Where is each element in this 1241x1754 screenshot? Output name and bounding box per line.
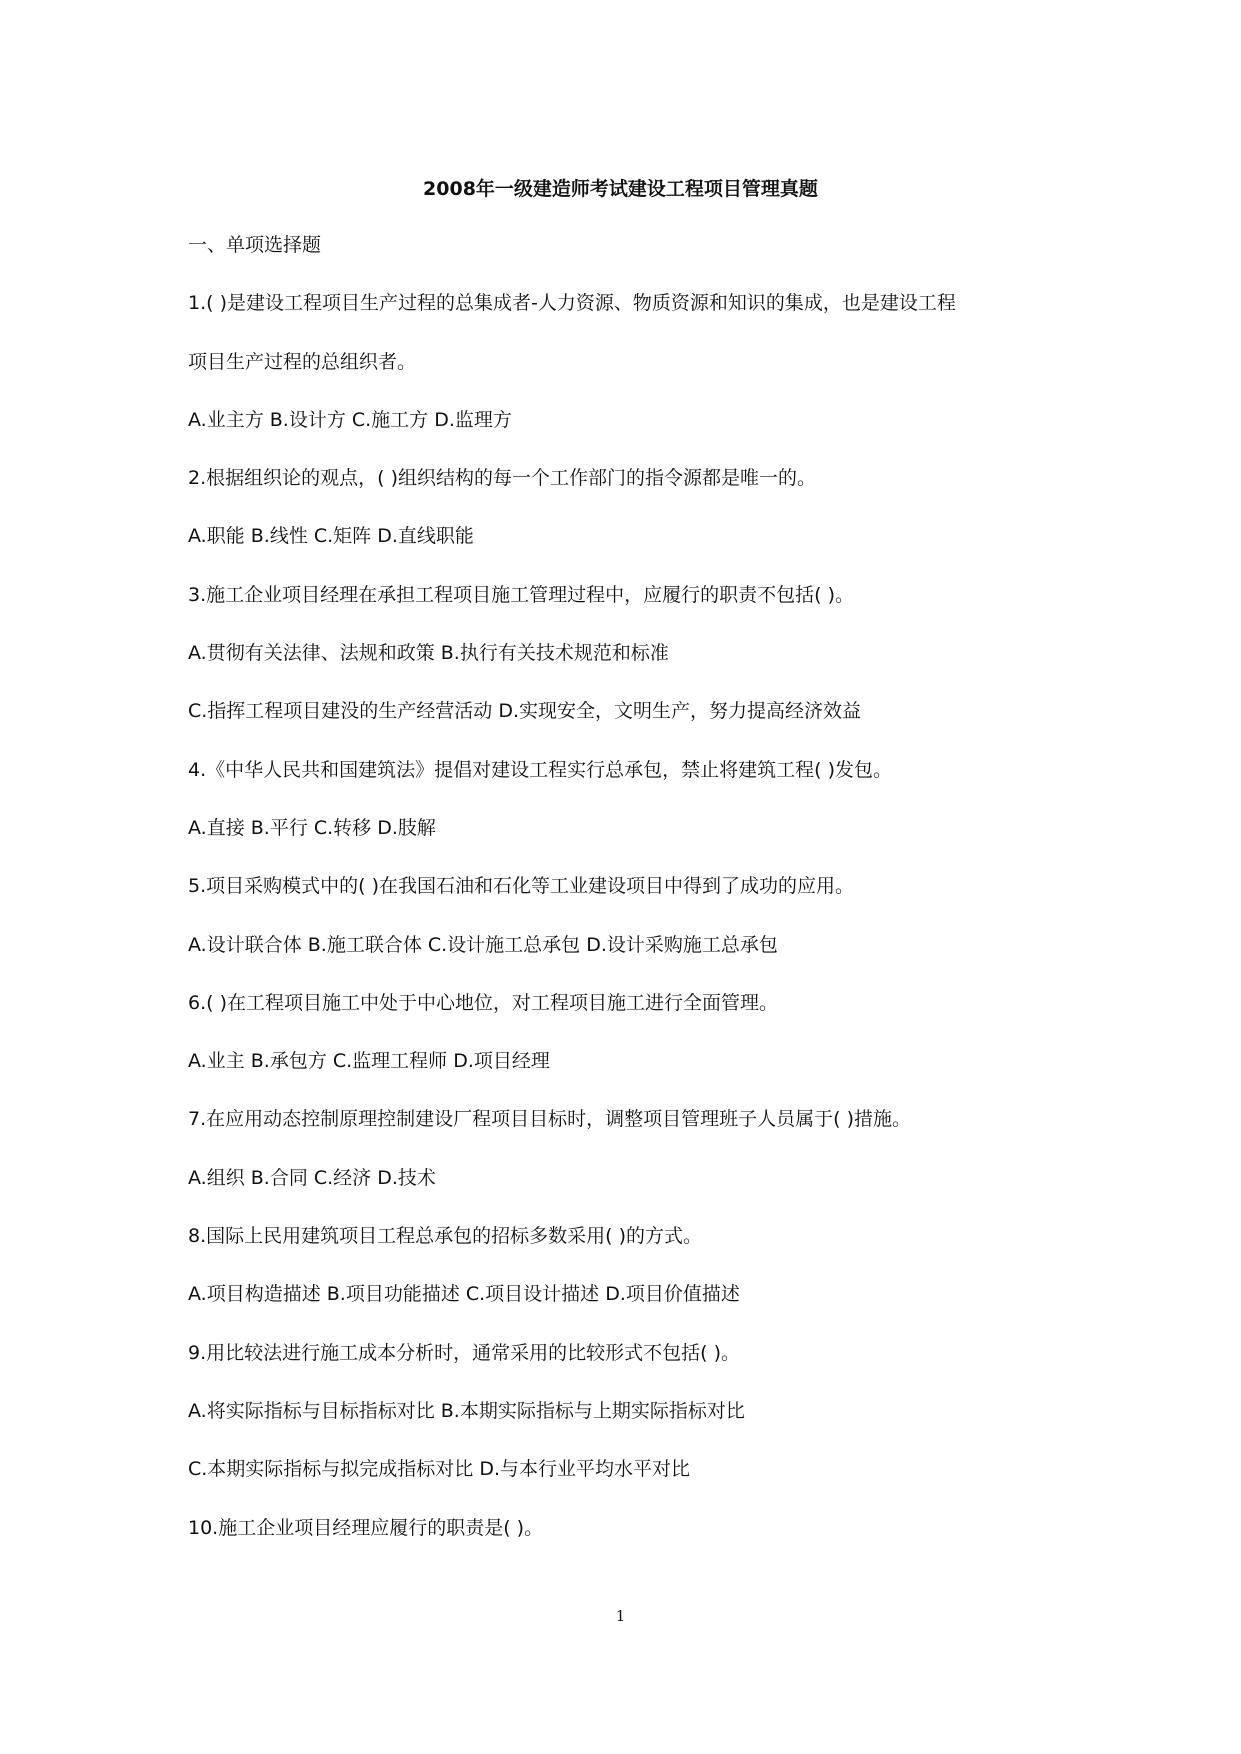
question-text: 1.( )是建设工程项目生产过程的总集成者-人力资源、物质资源和知识的集成，也是建设工程 — [188, 292, 956, 315]
document-body — [188, 230, 1068, 1571]
section-heading: 一、单项选择题 — [188, 234, 322, 256]
question-text: 10.施工企业项目经理应履行的职责是( )。 — [188, 1516, 544, 1539]
answer-options: A.组织 B.合同 C.经济 D.技术 — [188, 1166, 436, 1189]
answer-options: A.业主方 B.设计方 C.施工方 D.监理方 — [188, 408, 512, 431]
question-text: 9.用比较法进行施工成本分析时，通常采用的比较形式不包括( )。 — [188, 1341, 740, 1364]
page-number: 1 — [615, 1607, 626, 1625]
answer-options: A.设计联合体 B.施工联合体 C.设计施工总承包 D.设计采购施工总承包 — [188, 933, 778, 956]
document-title: 2008年一级建造师考试建设工程项目管理真题 — [423, 178, 818, 200]
answer-options: C.指挥工程项目建没的生产经营活动 D.实现安全，文明生产，努力提高经济效益 — [188, 700, 862, 723]
answer-options: A.职能 B.线性 C.矩阵 D.直线职能 — [188, 525, 474, 548]
answer-options: A.将实际指标与目标指标对比 B.本期实际指标与上期实际指标对比 — [188, 1399, 745, 1422]
question-text: 4.《中华人民共和国建筑法》提倡对建设工程实行总承包，禁止将建筑工程( )发包。 — [188, 758, 892, 781]
answer-options: A.项目构造描述 B.项目功能描述 C.项目设计描述 D.项目价值描述 — [188, 1283, 740, 1306]
question-text: 2.根据组织论的观点，( )组织结构的每一个工作部门的指令源都是唯一的。 — [188, 467, 816, 490]
question-text: 3.施工企业项目经理在承担工程项目施工管理过程中，应履行的职责不包括( )。 — [188, 583, 854, 606]
question-text: 5.项目采购模式中的( )在我国石油和石化等工业建设项目中得到了成功的应用。 — [188, 875, 854, 898]
answer-options: A.直接 B.平行 C.转移 D.肢解 — [188, 816, 436, 839]
question-text: 6.( )在工程项目施工中处于中心地位，对工程项目施工进行全面管理。 — [188, 991, 778, 1014]
answer-options: A.业主 B.承包方 C.监理工程师 D.项目经理 — [188, 1050, 550, 1073]
question-text: 项目生产过程的总组织者。 — [188, 350, 417, 373]
answer-options: C.本期实际指标与拟完成指标对比 D.与本行业平均水平对比 — [188, 1458, 691, 1481]
question-text: 7.在应用动态控制原理控制建设厂程项目目标时，调整项目管理班子人员属于( )措施。 — [188, 1108, 911, 1131]
answer-options: A.贯彻有关法律、法规和政策 B.执行有关技术规范和标准 — [188, 642, 669, 665]
question-text: 8.国际上民用建筑项目工程总承包的招标多数采用( )的方式。 — [188, 1225, 702, 1248]
